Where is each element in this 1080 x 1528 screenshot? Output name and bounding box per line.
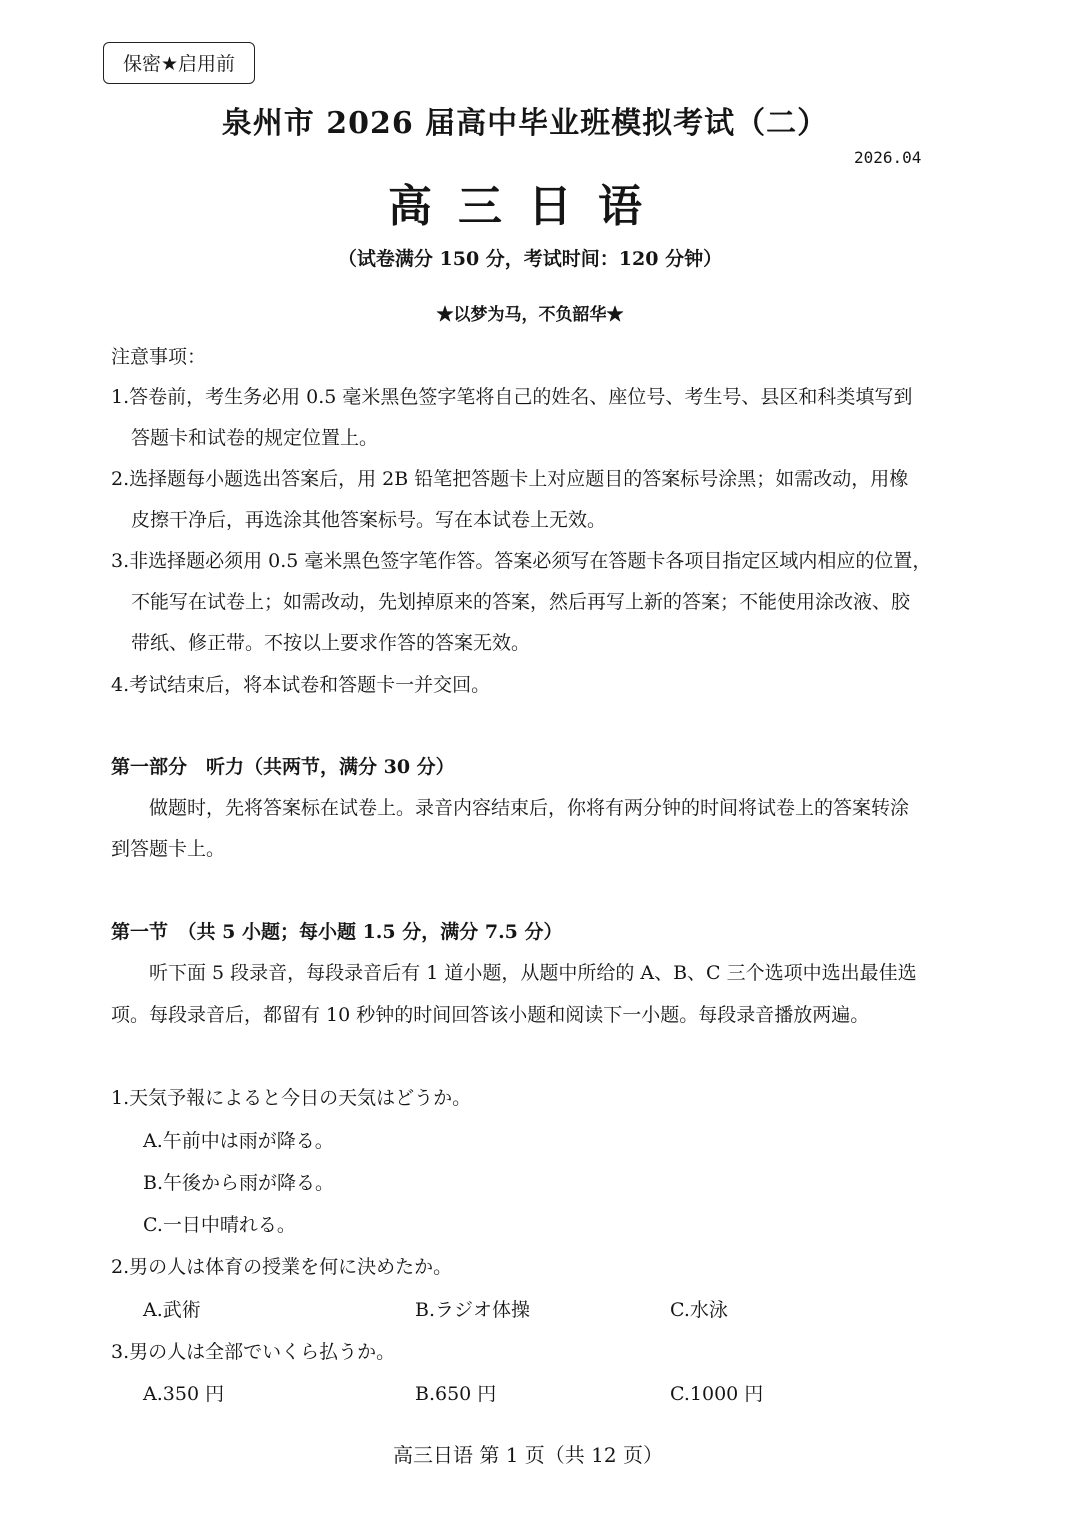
notes-heading: 注意事项： <box>111 346 207 368</box>
section1-instruction-line2: 项。每段录音后，都留有 10 秒钟的时间回答该小题和阅读下一小题。每段录音播放两遍。 <box>111 1004 870 1026</box>
part1-instruction-line2: 到答题卡上。 <box>111 838 226 860</box>
note-2-line1: 2.选择题每小题选出答案后，用 2B 铅笔把答题卡上对应题目的答案标号涂黑；如需改动，用橡 <box>111 468 909 490</box>
question-3-option-a: A.350 円 <box>143 1383 225 1405</box>
exam-date: 2026.04 <box>854 148 922 167</box>
exam-info: （试卷满分 150 分，考试时间：120 分钟） <box>337 248 723 270</box>
question-2-option-a: A.武術 <box>143 1299 201 1321</box>
question-2-stem: 2.男の人は体育の授業を何に決めたか。 <box>111 1256 453 1278</box>
note-1-line2: 答题卡和试卷的规定位置上。 <box>131 427 379 449</box>
note-3-line1: 3.非选择题必须用 0.5 毫米黑色签字笔作答。答案必须写在答题卡各项目指定区域内相应的位置， <box>111 550 932 572</box>
subject-title: 高三日语 <box>388 181 668 232</box>
question-3-stem: 3.男の人は全部でいくら払うか。 <box>111 1341 396 1363</box>
note-2-line2: 皮擦干净后，再选涂其他答案标号。写在本试卷上无效。 <box>131 509 607 531</box>
page-footer: 高三日语 第 1 页（共 12 页） <box>393 1443 663 1467</box>
confidential-stamp: 保密★启用前 <box>103 42 255 84</box>
note-4-line1: 4.考试结束后，将本试卷和答题卡一并交回。 <box>111 674 491 696</box>
question-1-option-b: B.午後から雨が降る。 <box>143 1172 335 1194</box>
question-1-stem: 1.天気予報によると今日の天気はどうか。 <box>111 1087 472 1109</box>
question-3-option-c: C.1000 円 <box>670 1383 764 1405</box>
note-1-line1: 1.答卷前，考生务必用 0.5 毫米黑色签字笔将自己的姓名、座位号、考生号、县区和科类填写到 <box>111 386 913 408</box>
motto: ★以梦为马，不负韶华★ <box>436 305 624 325</box>
question-3-option-b: B.650 円 <box>415 1383 497 1405</box>
question-1-option-c: C.一日中晴れる。 <box>143 1214 296 1236</box>
exam-title: 泉州市 2026 届高中毕业班模拟考试（二） <box>221 106 829 141</box>
section1-instruction-line1: 听下面 5 段录音，每段录音后有 1 道小题，从题中所给的 A、B、C 三个选项中选出最佳选 <box>149 962 917 984</box>
note-3-line2: 不能写在试卷上；如需改动，先划掉原来的答案，然后再写上新的答案；不能使用涂改液、胶 <box>131 591 911 613</box>
note-3-line3: 带纸、修正带。不按以上要求作答的答案无效。 <box>131 632 531 654</box>
part1-heading: 第一部分 听力（共两节，满分 30 分） <box>111 756 455 778</box>
part1-instruction-line1: 做题时，先将答案标在试卷上。录音内容结束后，你将有两分钟的时间将试卷上的答案转涂 <box>149 797 910 819</box>
section1-heading: 第一节 （共 5 小题；每小题 1.5 分，满分 7.5 分） <box>111 921 563 943</box>
question-1-option-a: A.午前中は雨が降る。 <box>143 1130 334 1152</box>
question-2-option-c: C.水泳 <box>670 1299 728 1321</box>
question-2-option-b: B.ラジオ体操 <box>415 1299 531 1321</box>
